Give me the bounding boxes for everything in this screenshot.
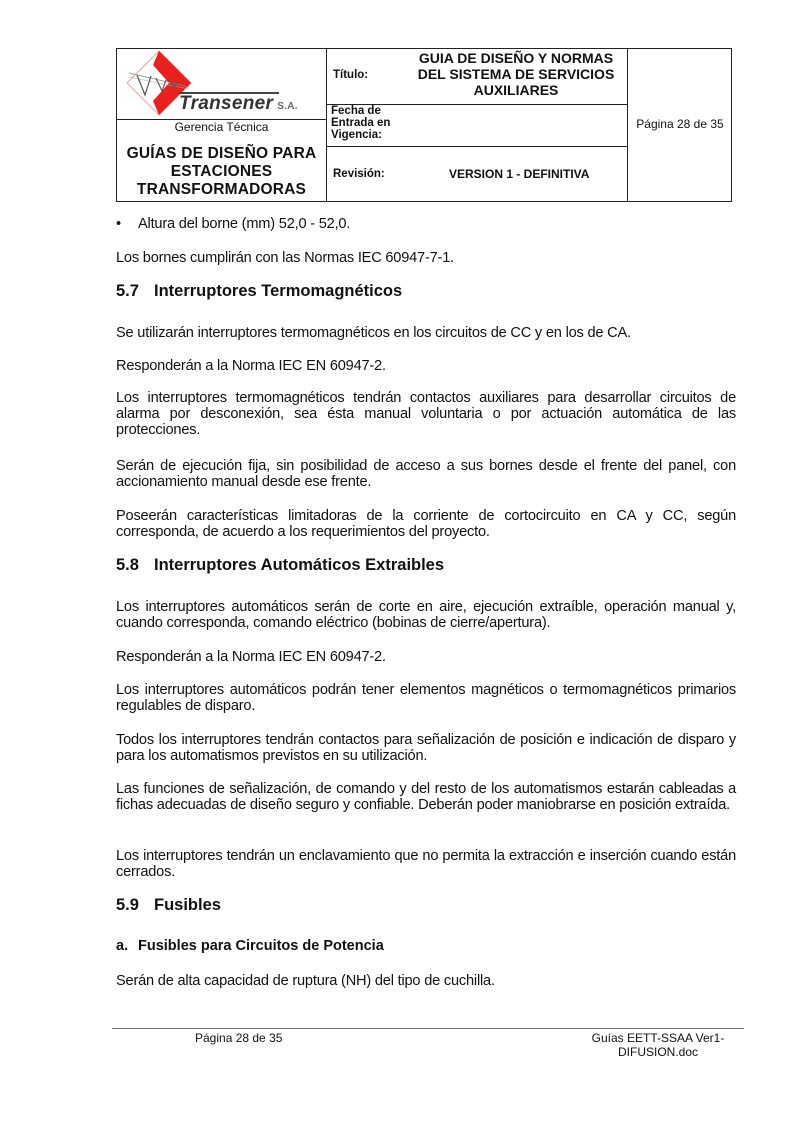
document-series-title: GUÍAS DE DISEÑO PARA ESTACIONES TRANSFORMADORAS [126, 145, 317, 198]
paragraph: Los interruptores automáticos serán de corte en aire, ejecución extraíble, operación manual y, cuando corresponda, comando eléctrico (bobinas de cierre/apertura). [116, 599, 736, 631]
section-heading-5-7: 5.7 Interruptores Termomagnéticos [116, 282, 403, 300]
subsection-heading-a: a. Fusibles para Circuitos de Potencia [116, 938, 384, 954]
paragraph: Responderán a la Norma IEC EN 60947-2. [116, 358, 386, 374]
paragraph: Todos los interruptores tendrán contactos para señalización de posición e indicación de disparo y para los automatismos previstos en su utilización. [116, 732, 736, 764]
company-logo [117, 49, 326, 119]
divider [326, 146, 627, 147]
paragraph: Se utilizarán interruptores termomagnéticos en los circuitos de CC y en los de CA. [116, 325, 631, 341]
paragraph: Serán de ejecución fija, sin posibilidad de acceso a sus bornes desde el frente del panel, con accionamiento manual desde ese frente. [116, 458, 736, 490]
department-label: Gerencia Técnica [174, 120, 269, 134]
footer-filename: Guías EETT-SSAA Ver1- DIFUSION.doc [591, 1031, 725, 1059]
paragraph: Los bornes cumplirán con las Normas IEC 60947-7-1. [116, 250, 454, 266]
paragraph: Los interruptores automáticos podrán tener elementos magnéticos o termomagnéticos primarios regulables de disparo. [116, 682, 736, 714]
header-page-number: Página 28 de 35 [636, 117, 724, 131]
paragraph: Serán de alta capacidad de ruptura (NH) del tipo de cuchilla. [116, 973, 495, 989]
divider [326, 49, 327, 201]
paragraph: Los interruptores tendrán un enclavamiento que no permita la extracción e inserción cuando están cerrados. [116, 848, 736, 880]
revision-value: VERSION 1 - DEFINITIVA [449, 167, 590, 181]
document-header-table [116, 48, 732, 202]
section-heading-5-9: 5.9 Fusibles [116, 896, 221, 914]
footer-rule [112, 1028, 744, 1029]
paragraph: Las funciones de señalización, de comando y del resto de los automatismos estarán cableadas a fichas adecuadas de diseño seguro y confiable. Deberán poder maniobrarse en posición extraída. [116, 781, 736, 813]
title-value: GUIA DE DISEÑO Y NORMAS DEL SISTEMA DE SERVICIOS AUXILIARES [417, 50, 615, 98]
footer-page-number: Página 28 de 35 [195, 1031, 283, 1045]
title-label: Título: [333, 69, 369, 81]
paragraph: Poseerán características limitadoras de la corriente de cortocircuito en CA y CC, según corresponda, de acuerdo a los requerimientos del proyecto. [116, 508, 736, 540]
paragraph: Los interruptores termomagnéticos tendrán contactos auxiliares para desarrollar circuitos de alarma por desconexión, sea ésta manual voluntaria o por actuación automática de las protecciones. [116, 390, 736, 438]
paragraph: Responderán a la Norma IEC EN 60947-2. [116, 649, 386, 665]
bullet-icon: • [116, 216, 121, 232]
logo-wordmark: Transener S.A. [179, 93, 298, 114]
revision-label: Revisión: [333, 168, 385, 180]
section-heading-5-8: 5.8 Interruptores Automáticos Extraibles [116, 556, 445, 574]
effective-date-label: Fecha de Entrada en Vigencia: [331, 105, 391, 141]
list-item: • Altura del borne (mm) 52,0 - 52,0. [116, 216, 351, 232]
